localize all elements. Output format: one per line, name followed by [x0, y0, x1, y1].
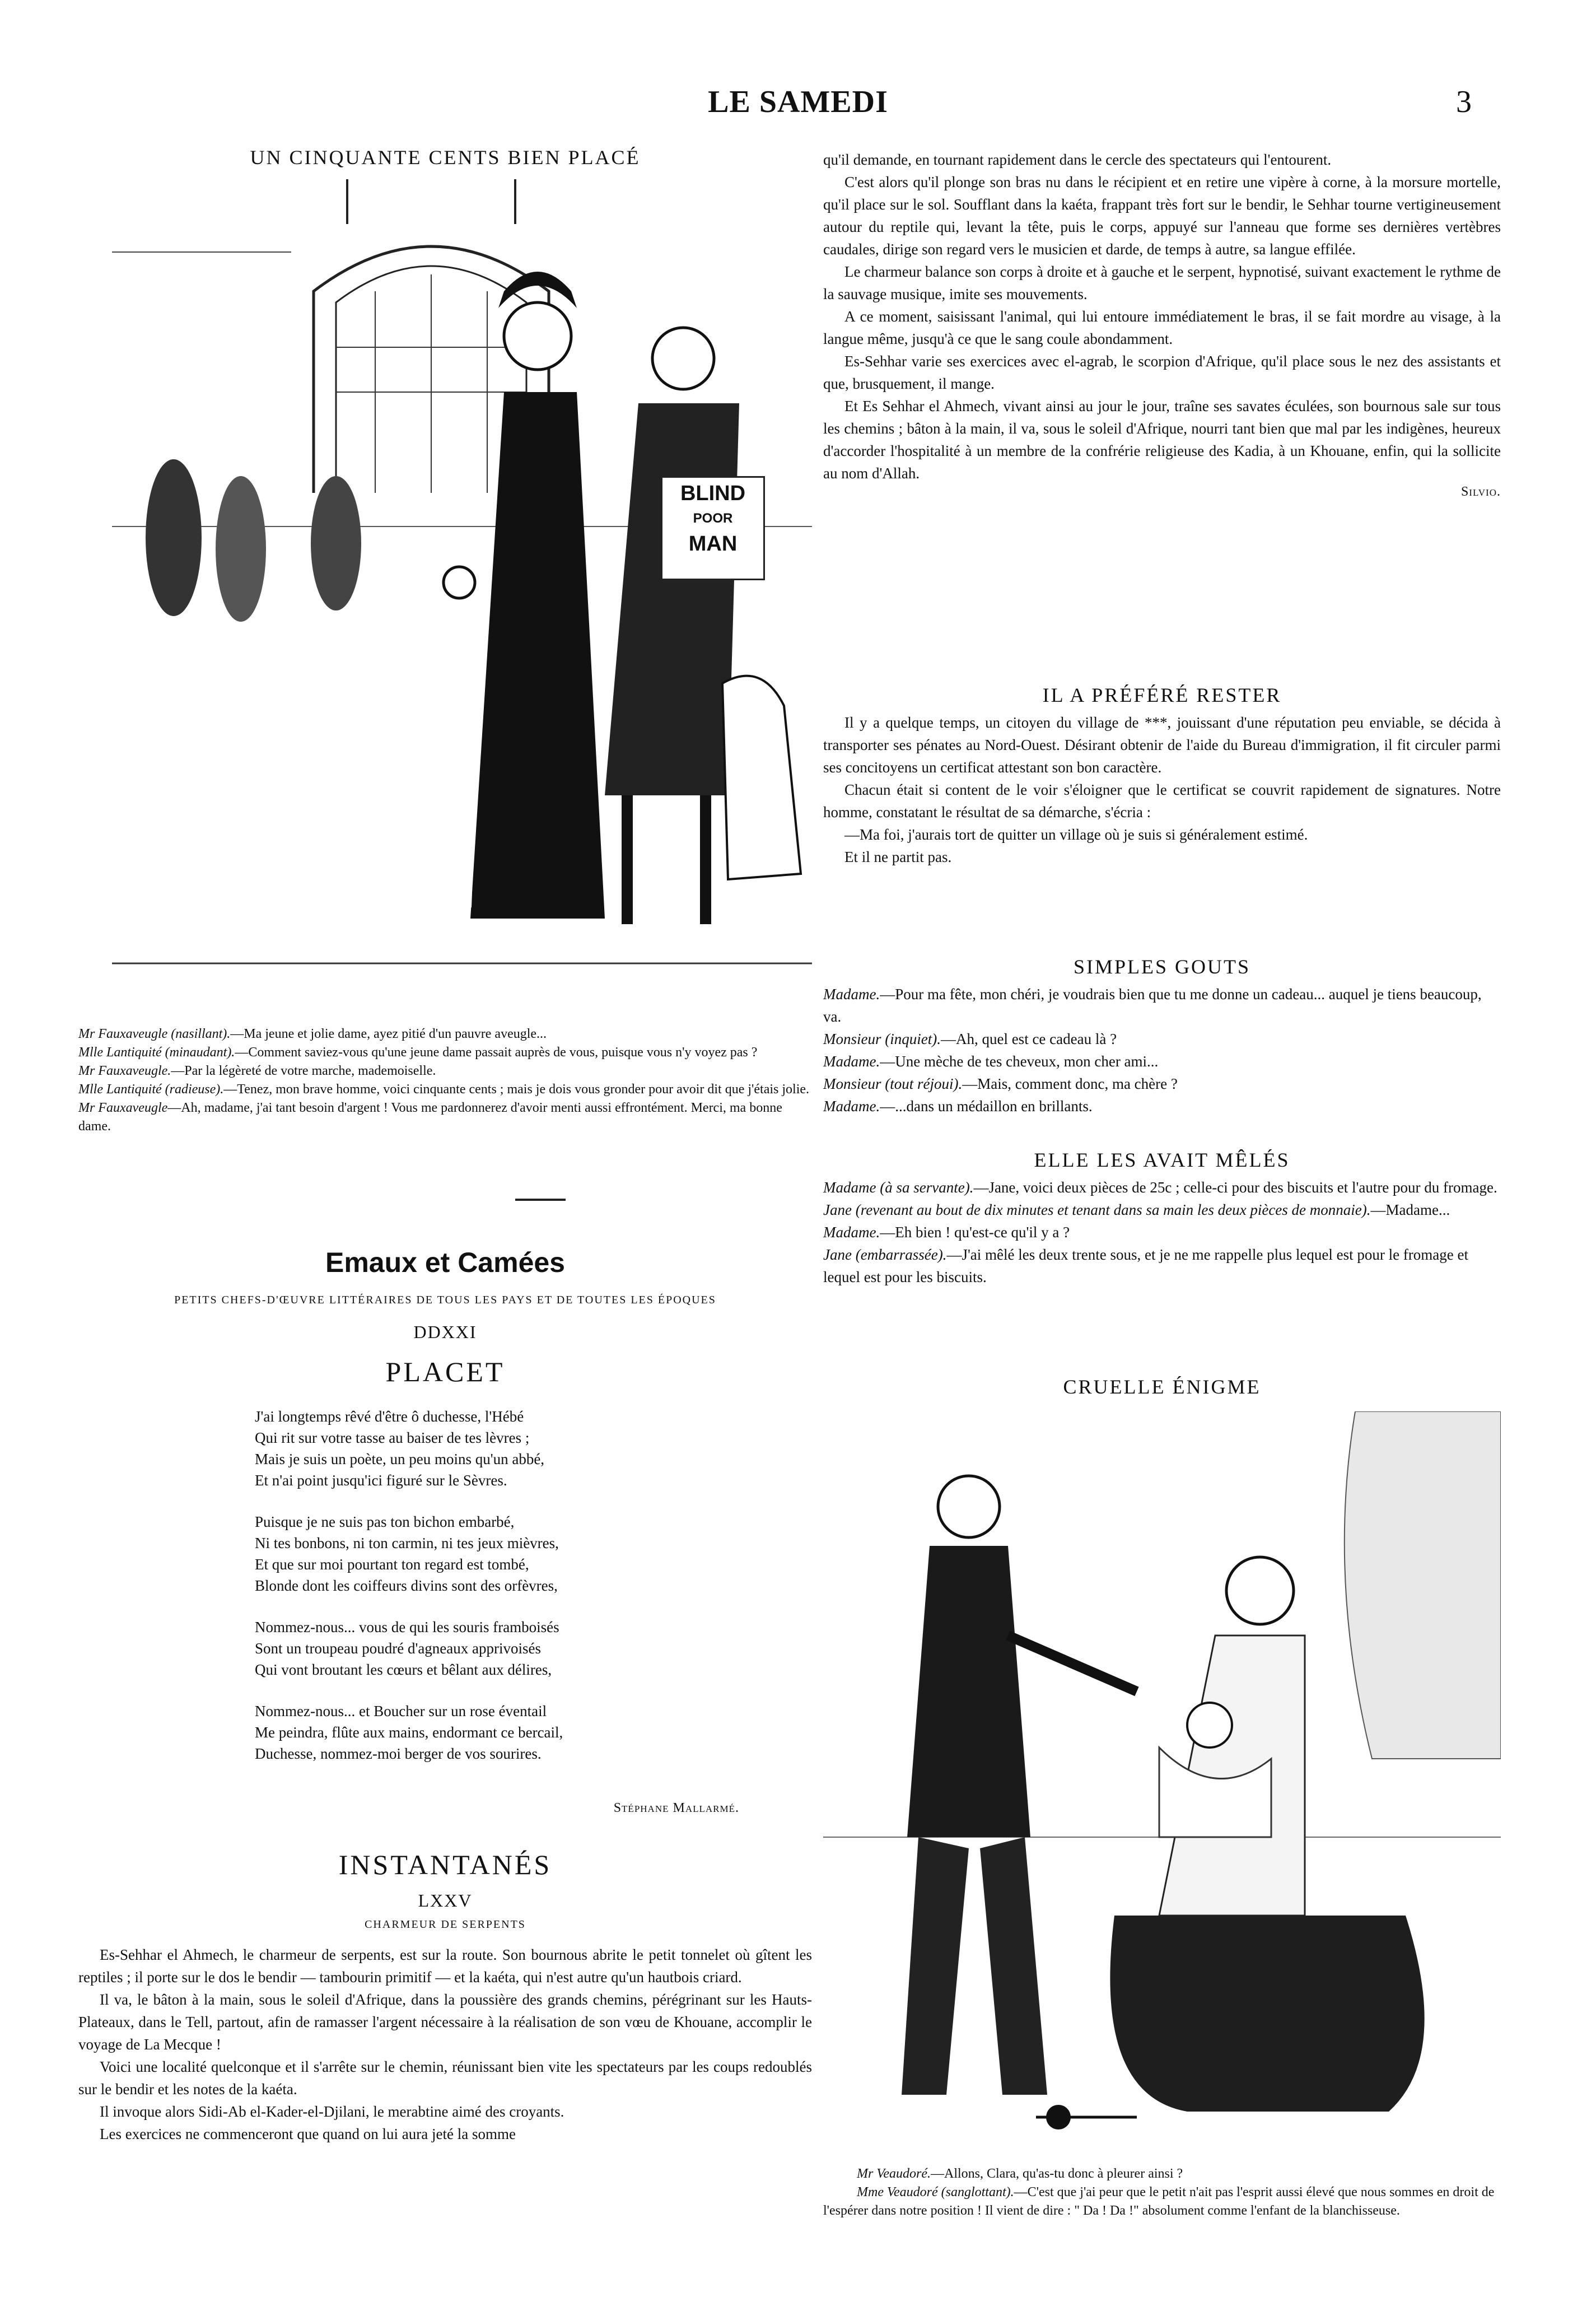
caption-line: Mlle Lantiquité (minaudant).—Comment saviez-vous qu'une jeune dame passait auprès de vous, puisque vous n'y voyez pas ? — [78, 1045, 758, 1060]
gouts-dialog — [823, 983, 1501, 1117]
newspaper-title: LE SAMEDI — [708, 85, 888, 119]
verse: Duchesse, nommez-moi berger de vos sourires. — [255, 1745, 542, 1762]
prefere-text — [823, 711, 1501, 868]
verse: Et n'ai point jusqu'ici figuré sur le Sèvres. — [255, 1472, 507, 1489]
page-number: 3 — [1456, 85, 1472, 119]
caption-line: Mlle Lantiquité (radieuse).—Tenez, mon brave homme, voici cinquante cents ; mais je dois vous gronder pour avoir dit que j'étais jolie. — [78, 1082, 810, 1097]
dialog-line: Monsieur (inquiet).—Ah, quel est ce cadeau là ? — [823, 1031, 1117, 1047]
prefere-title: IL A PRÉFÉRÉ RESTER — [1042, 684, 1282, 706]
verse: Mais je suis un poète, un peu moins qu'un abbé, — [255, 1451, 545, 1467]
emaux-number: DDXXI — [413, 1322, 477, 1342]
emaux-title: Emaux et Camées — [325, 1247, 565, 1278]
paragraph: Les exercices ne commenceront que quand on lui aura jeté la somme — [100, 2126, 516, 2142]
verse: Qui vont broutant les cœurs et bêlant aux délires, — [255, 1661, 552, 1678]
sign-line: BLIND — [680, 482, 746, 505]
poem-title: PLACET — [385, 1356, 505, 1387]
paragraph: Il y a quelque temps, un citoyen du village de ***, jouissant d'une réputation peu enviable, se décida à transporter ses pénates au Nord-Ouest. Désirant obtenir de l'aide du Bureau d'immigration, il fit circuler parmi ses concitoyens un certificat attestant son bon caractère. — [823, 714, 1501, 776]
dialog-line: Jane (revenant au bout de dix minutes et tenant dans sa main les deux pièces de monnaie).—Madame... — [823, 1201, 1450, 1218]
verse: Nommez-nous... vous de qui les souris framboisés — [255, 1619, 559, 1635]
meles-dialog — [823, 1176, 1501, 1288]
verse: Nommez-nous... et Boucher sur un rose éventail — [255, 1703, 547, 1719]
cartoon1-illustration — [112, 179, 812, 1003]
dialog-line: Madame (à sa servante).—Jane, voici deux pièces de 25c ; celle-ci pour des biscuits et l'autre pour du fromage. — [823, 1179, 1497, 1196]
poem-stanza — [255, 1406, 759, 1491]
poem-stanza — [255, 1616, 759, 1680]
paragraph: Es-Sehhar el Ahmech, le charmeur de serpents, est sur la route. Son bournous abrite le petit tonnelet où gîtent les reptiles ; il porte sur le dos le bendir — tambourin primitif — et la kaéta, qui n'est autre qu'un hautbois criard. — [78, 1946, 812, 1986]
cartoon2-title: CRUELLE ÉNIGME — [1063, 1376, 1261, 1398]
caption-line: Mr Fauxaveugle (nasillant).—Ma jeune et jolie dame, ayez pitié d'un pauvre aveugle... — [78, 1027, 547, 1041]
paragraph: Voici une localité quelconque et il s'arrête sur le chemin, réunissant bien vite les spectateurs par les coups redoublés sur le bendir et les notes de la kaéta. — [78, 2058, 812, 2098]
meles-title: ELLE LES AVAIT MÊLÉS — [1034, 1149, 1290, 1171]
caption-line: Mme Veaudoré (sanglottant).—C'est que j'ai peur que le petit n'ait pas l'esprit aussi élevé que nous sommes en droit de l'espérer dans notre position ! Il vient de dire : " Da ! Da !" absolument comme l'enfant de la blanchisseuse. — [823, 2185, 1495, 2218]
emaux-subtitle: PETITS CHEFS-D'ŒUVRE LITTÉRAIRES DE TOUS LES PAYS ET DE TOUTES LES ÉPOQUES — [174, 1294, 716, 1306]
verse: Me peindra, flûte aux mains, endormant ce bercail, — [255, 1724, 563, 1741]
dialog-line: Madame.—Une mèche de tes cheveux, mon cher ami... — [823, 1053, 1159, 1070]
caption-line: Mr Veaudoré.—Allons, Clara, qu'as-tu donc à pleurer ainsi ? — [857, 2166, 1183, 2181]
dialog-line: Jane (embarrassée).—J'ai mêlé les deux trente sous, et je ne me rappelle plus lequel est pour le fromage et lequel est pour les biscuits. — [823, 1246, 1468, 1285]
verse: Ni tes bonbons, ni ton carmin, ni tes jeux mièvres, — [255, 1535, 559, 1551]
verse: Sont un troupeau poudré d'agneaux apprivoisés — [255, 1640, 541, 1657]
instantanes-subtitle: CHARMEUR DE SERPENTS — [365, 1918, 526, 1931]
divider — [515, 1199, 566, 1201]
instantanes-text-left — [78, 1944, 812, 2145]
blind-poor-man-sign — [661, 476, 765, 580]
sign-line: MAN — [688, 532, 738, 556]
dialog-line: Madame.—Eh bien ! qu'est-ce qu'il y a ? — [823, 1224, 1070, 1241]
cartoon1-title: UN CINQUANTE CENTS BIEN PLACÉ — [250, 146, 641, 169]
verse: Et que sur moi pourtant ton regard est tombé, — [255, 1556, 529, 1573]
verse: Blonde dont les coiffeurs divins sont des orfèvres, — [255, 1577, 558, 1594]
instantanes-title: INSTANTANÉS — [338, 1849, 552, 1880]
cartoon1-caption — [78, 1025, 812, 1136]
paragraph: —Ma foi, j'aurais tort de quitter un village où je suis si généralement estimé. — [844, 826, 1308, 843]
paragraph: qu'il demande, en tournant rapidement dans le cercle des spectateurs qui l'entourent. — [823, 151, 1332, 168]
poem-stanza — [255, 1511, 759, 1596]
caption-line: Mr Fauxaveugle.—Par la légèreté de votre marche, mademoiselle. — [78, 1064, 436, 1078]
paragraph: Il va, le bâton à la main, sous le soleil d'Afrique, dans la poussière des grands chemins, pérégrinant sur les Hauts-Plateaux, dans le Tell, partout, afin de ramasser l'argent nécessaire à la réalisation de son vœu de Khouane, accomplir le voyage de La Mecque ! — [78, 1991, 812, 2053]
gouts-title: SIMPLES GOUTS — [1073, 956, 1251, 978]
verse: Puisque je ne suis pas ton bichon embarbé, — [255, 1513, 515, 1530]
poem-placet — [255, 1406, 759, 1784]
poem-signature: Stéphane Mallarmé. — [613, 1801, 739, 1815]
caption-line: Mr Fauxaveugle—Ah, madame, j'ai tant besoin d'argent ! Vous me pardonnerez d'avoir menti aussi effrontément. Merci, ma bonne dame. — [78, 1101, 782, 1134]
dialog-line: Madame.—Pour ma fête, mon chéri, je voudrais bien que tu me donne un cadeau... auquel je tiens beaucoup, va. — [823, 986, 1482, 1025]
instantanes-signature: Silvio. — [1460, 484, 1501, 499]
paragraph: A ce moment, saisissant l'animal, qui lui entoure immédiatement le bras, il se fait mordre au visage, à la langue même, jusqu'à ce que le sang coule abondamment. — [823, 308, 1501, 347]
paragraph: Chacun était si content de le voir s'éloigner que le certificat se couvrit rapidement de signatures. Notre homme, constatant le résultat de sa démarche, s'écria : — [823, 781, 1501, 821]
cartoon2-caption — [823, 2165, 1501, 2220]
paragraph: Le charmeur balance son corps à droite et à gauche et le serpent, hypnotisé, suivant exactement le rythme de la sauvage musique, imite ses mouvements. — [823, 263, 1501, 302]
paragraph: Es-Sehhar varie ses exercices avec el-agrab, le scorpion d'Afrique, qu'il place sous le nez des assistants et que, brusquement, il mange. — [823, 353, 1501, 392]
instantanes-number: LXXV — [418, 1890, 473, 1910]
verse: J'ai longtemps rêvé d'être ô duchesse, l'Hébé — [255, 1408, 524, 1425]
paragraph: C'est alors qu'il plonge son bras nu dans le récipient et en retire une vipère à corne, à la morsure mortelle, qu'il place sur le sol. Soufflant dans la kaéta, frappant très fort sur le bendir, le Sehhar tourne vertigineusement autour du reptile qui, levant la tête, puis le corps, appuyé sur l'anneau que forme ses dernières vertèbres caudales, dirige son regard vers le musicien et darde, de temps à autre, sa langue effilée. — [823, 174, 1501, 258]
cartoon2-illustration — [823, 1411, 1501, 2156]
verse: Qui rit sur votre tasse au baiser de tes lèvres ; — [255, 1429, 530, 1446]
instantanes-text-right — [823, 148, 1501, 500]
dialog-line: Madame.—...dans un médaillon en brillants. — [823, 1098, 1093, 1115]
paragraph: Et Es Sehhar el Ahmech, vivant ainsi au jour le jour, traîne ses savates éculées, son bournous sale sur tous les chemins ; bâton à la main, il va, sous le soleil d'Afrique, nourri tant bien que mal par les indigènes, heureux d'accorder l'hospitalité à un membre de la confrérie religieuse des Kadia, à un Khouane, enfin, qui la sollicite au nom d'Allah. — [823, 398, 1501, 482]
dialog-line: Monsieur (tout réjoui).—Mais, comment donc, ma chère ? — [823, 1075, 1178, 1092]
paragraph: Et il ne partit pas. — [844, 849, 952, 865]
poem-stanza — [255, 1700, 759, 1764]
paragraph: Il invoque alors Sidi-Ab el-Kader-el-Djilani, le merabtine aimé des croyants. — [100, 2103, 564, 2120]
sign-line: POOR — [693, 511, 733, 526]
